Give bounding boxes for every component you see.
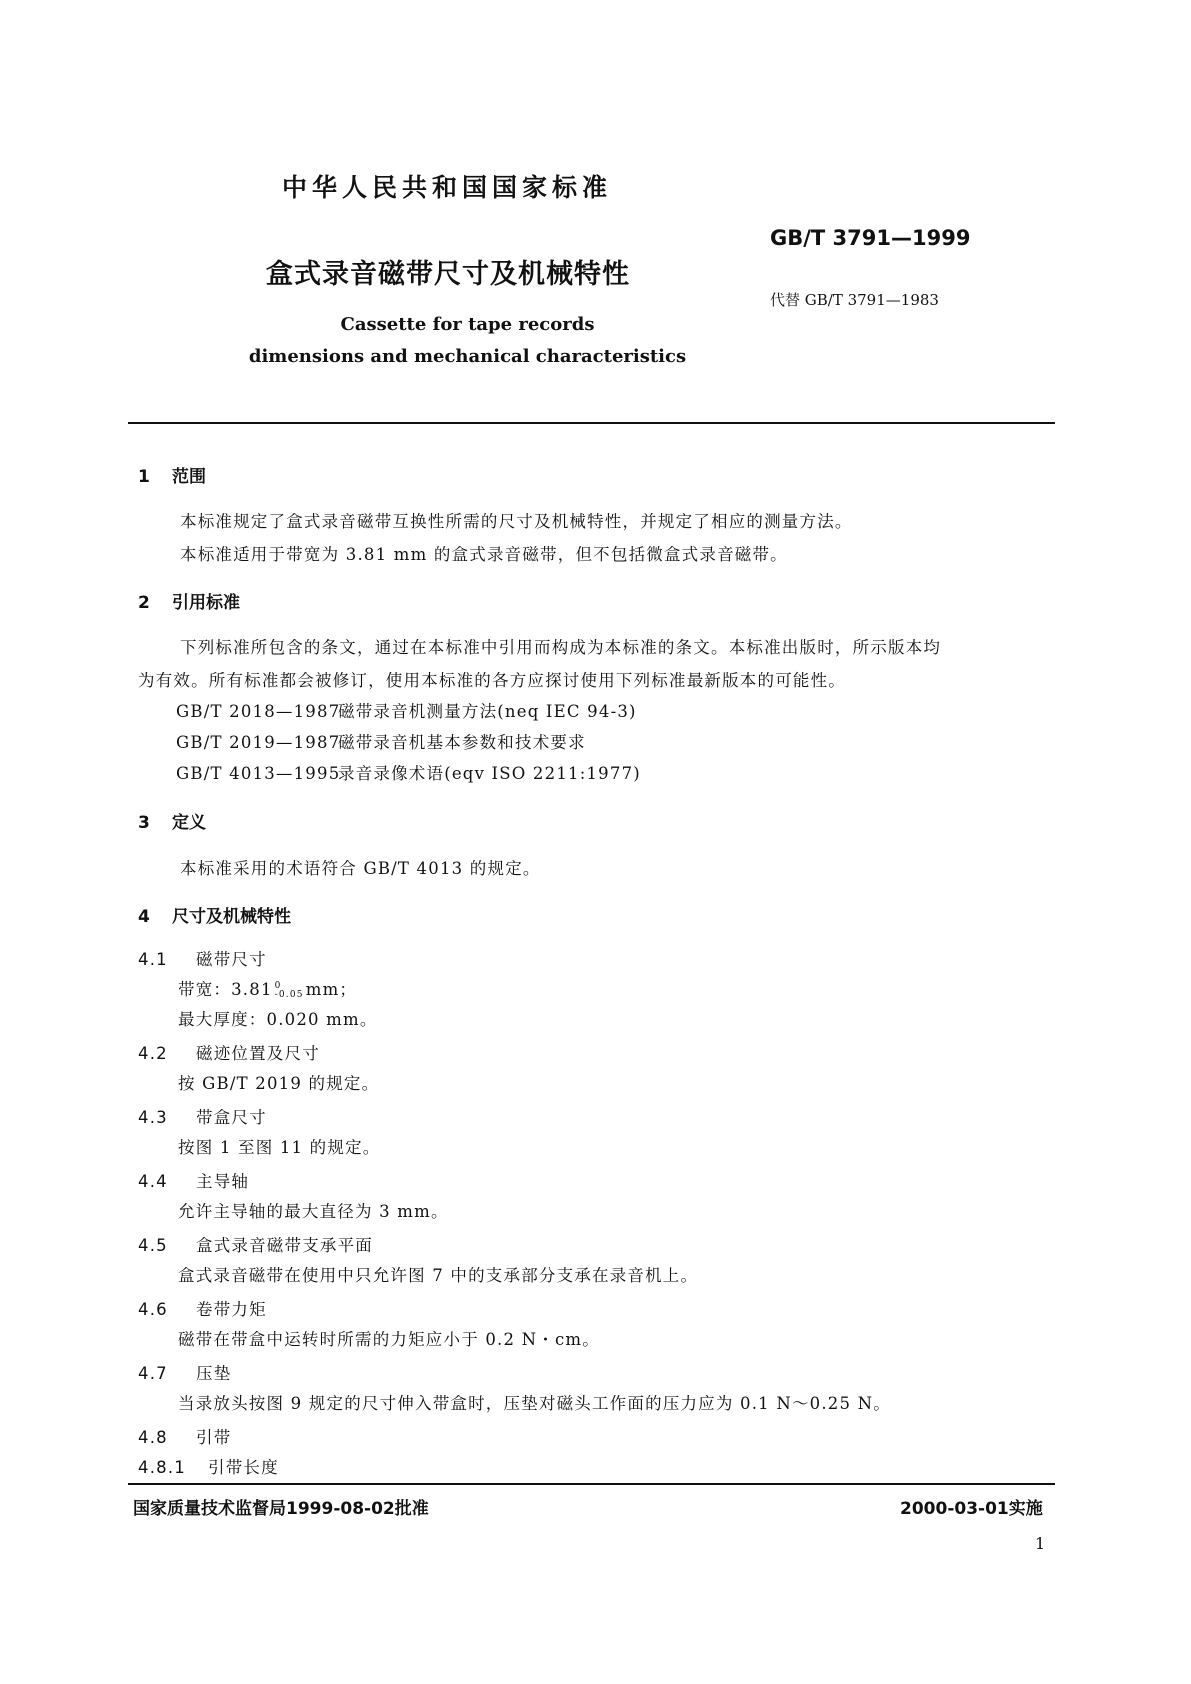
subsection-4-5-heading xyxy=(138,1232,373,1256)
reference-title: 磁带录音机测量方法(neq IEC 94-3) xyxy=(338,702,637,721)
footer-divider xyxy=(128,1483,1055,1485)
scope-paragraph-2: 本标准适用于带宽为 3.81 mm 的盒式录音磁带，但不包括微盒式录音磁带。 xyxy=(180,545,788,564)
english-title-line-2: dimensions and mechanical characteristics xyxy=(248,346,687,367)
header-divider xyxy=(128,422,1055,424)
document-number: GB/T 3791—1999 xyxy=(770,226,971,250)
english-title-line-1: Cassette for tape records xyxy=(340,314,595,335)
subsection-4-1-heading xyxy=(138,946,267,970)
reference-row xyxy=(176,698,637,722)
tape-width-unit: mm； xyxy=(305,980,358,999)
tape-width-label: 带宽：3.81 xyxy=(178,980,273,999)
section-number: 4 xyxy=(138,907,150,927)
subsection-title: 卷带力矩 xyxy=(196,1300,267,1319)
subsection-title: 主导轴 xyxy=(196,1172,250,1191)
subsection-4-3-heading xyxy=(138,1104,267,1128)
subsection-title: 引带长度 xyxy=(208,1458,279,1477)
subsection-number: 4.8 xyxy=(138,1428,168,1447)
subsection-4-4-heading xyxy=(138,1168,249,1192)
subsection-4-4-text: 允许主导轴的最大直径为 3 mm。 xyxy=(178,1202,449,1221)
tape-width-spec xyxy=(178,976,357,1000)
replaces-standard: 代替 GB/T 3791—1983 xyxy=(770,291,939,309)
tolerance-upper: 0 xyxy=(274,980,282,991)
approval-date: 国家质量技术监督局1999-08-02批准 xyxy=(133,1499,429,1519)
section-title: 尺寸及机械特性 xyxy=(172,907,291,927)
subsection-title: 盒式录音磁带支承平面 xyxy=(196,1236,373,1255)
section-number: 3 xyxy=(138,813,150,833)
subsection-title: 引带 xyxy=(196,1428,232,1447)
section-title: 引用标准 xyxy=(172,593,240,613)
reference-title: 磁带录音机基本参数和技术要求 xyxy=(338,733,586,752)
subsection-4-8-1-heading xyxy=(138,1454,279,1478)
subsection-title: 压垫 xyxy=(196,1364,232,1383)
section-number: 2 xyxy=(138,593,150,613)
definitions-paragraph: 本标准采用的术语符合 GB/T 4013 的规定。 xyxy=(180,859,541,878)
subsection-4-2-heading xyxy=(138,1040,320,1064)
subsection-4-3-text: 按图 1 至图 11 的规定。 xyxy=(178,1138,381,1157)
subsection-title: 磁带尺寸 xyxy=(196,950,267,969)
subsection-number: 4.7 xyxy=(138,1364,168,1383)
subsection-4-5-text: 盒式录音磁带在使用中只允许图 7 中的支承部分支承在录音机上。 xyxy=(178,1266,699,1285)
subsection-title: 磁迹位置及尺寸 xyxy=(196,1044,320,1063)
subsection-number: 4.1 xyxy=(138,950,168,969)
section-2-heading xyxy=(138,588,240,613)
reference-code: GB/T 4013—1995 xyxy=(176,764,341,783)
scope-paragraph-1: 本标准规定了盒式录音磁带互换性所需的尺寸及机械特性，并规定了相应的测量方法。 xyxy=(180,512,853,531)
section-4-heading xyxy=(138,902,291,927)
subsection-number: 4.4 xyxy=(138,1172,168,1191)
section-3-heading xyxy=(138,808,206,833)
tolerance xyxy=(275,982,304,1000)
reference-code: GB/T 2019—1987 xyxy=(176,733,341,752)
subsection-title: 带盒尺寸 xyxy=(196,1108,267,1127)
reference-code: GB/T 2018—1987 xyxy=(176,702,341,721)
subsection-4-2-text: 按 GB/T 2019 的规定。 xyxy=(178,1074,380,1093)
subsection-number: 4.2 xyxy=(138,1044,168,1063)
page-number: 1 xyxy=(1035,1534,1046,1553)
implementation-date: 2000-03-01实施 xyxy=(900,1499,1043,1519)
document-title: 盒式录音磁带尺寸及机械特性 xyxy=(266,259,630,290)
national-standard-heading: 中华人民共和国国家标准 xyxy=(282,173,613,202)
section-1-heading xyxy=(138,462,206,487)
references-paragraph-line-1: 下列标准所包含的条文，通过在本标准中引用而构成为本标准的条文。本标准出版时，所示版本均 xyxy=(180,638,942,657)
subsection-number: 4.6 xyxy=(138,1300,168,1319)
section-title: 定义 xyxy=(172,813,206,833)
subsection-number: 4.3 xyxy=(138,1108,168,1127)
references-paragraph-line-2: 为有效。所有标准都会被修订，使用本标准的各方应探讨使用下列标准最新版本的可能性。 xyxy=(138,671,846,690)
section-number: 1 xyxy=(138,467,150,487)
subsection-number: 4.8.1 xyxy=(138,1458,186,1477)
reference-title: 录音录像术语(eqv ISO 2211:1977) xyxy=(338,764,641,783)
tolerance-lower: -0.05 xyxy=(274,989,304,1000)
subsection-number: 4.5 xyxy=(138,1236,168,1255)
reference-row xyxy=(176,760,641,784)
subsection-4-7-text: 当录放头按图 9 规定的尺寸伸入带盒时，压垫对磁头工作面的压力应为 0.1 N～0.25 N。 xyxy=(178,1394,891,1413)
subsection-4-6-text: 磁带在带盒中运转时所需的力矩应小于 0.2 N・cm。 xyxy=(178,1330,600,1349)
reference-row xyxy=(176,729,586,753)
subsection-4-7-heading xyxy=(138,1360,231,1384)
section-title: 范围 xyxy=(172,467,206,487)
max-thickness-spec: 最大厚度：0.020 mm。 xyxy=(178,1010,378,1029)
subsection-4-6-heading xyxy=(138,1296,267,1320)
subsection-4-8-heading xyxy=(138,1424,231,1448)
